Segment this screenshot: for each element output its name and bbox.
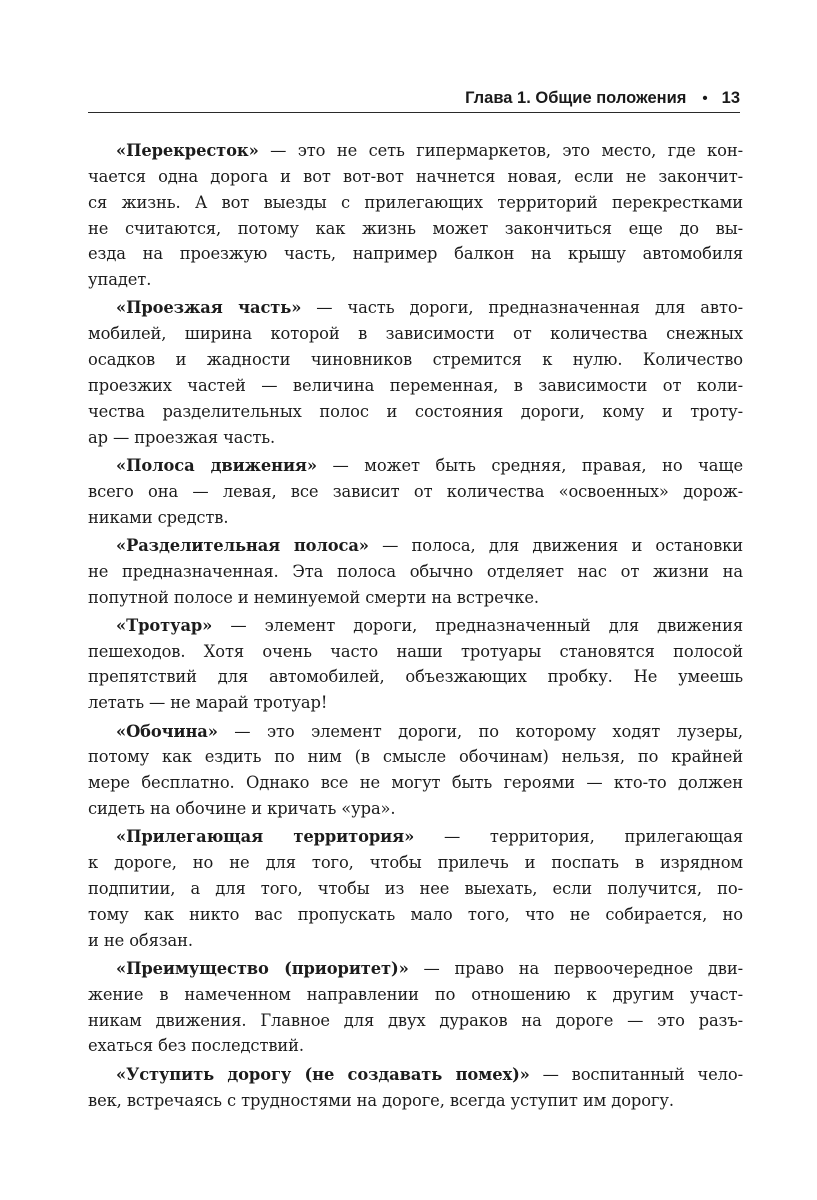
line-text: век, встречаясь с трудностями на дороге, всегда уступит им дорогу. [88, 1090, 674, 1110]
line-text: никами средств. [88, 507, 229, 527]
definition-paragraph [88, 453, 743, 531]
header-bullet: • [702, 89, 708, 107]
line-text: чества разделительных полос и состояния дороги, кому и троту- [88, 401, 743, 421]
text-line [88, 533, 743, 559]
text-line [88, 453, 743, 479]
line-text: сидеть на обочине и кричать «ура». [88, 799, 396, 819]
definition-paragraph [88, 824, 743, 953]
line-text: — часть дороги, предназначенная для авто- [301, 298, 743, 318]
line-text: — право на первоочередное дви- [408, 958, 744, 978]
line-text: — территория, прилегающая [414, 827, 743, 847]
text-line [88, 321, 743, 347]
text-line [88, 347, 743, 373]
text-line [88, 902, 743, 928]
line-text: тому как никто вас пропускать мало того, что не собирается, но [88, 904, 743, 924]
text-line [88, 1033, 743, 1059]
text-line [88, 928, 743, 954]
line-text: никам движения. Главное для двух дураков на дороге — это разъ- [88, 1010, 743, 1030]
text-line [88, 876, 743, 902]
line-text: и не обязан. [88, 930, 193, 950]
defined-term: «Проезжая часть» [116, 298, 302, 318]
text-line [88, 982, 743, 1008]
text-line [88, 796, 743, 822]
line-text: всего она — левая, все зависит от количества «освоенных» дорож- [88, 481, 743, 501]
definition-paragraph [88, 719, 743, 822]
line-text: осадков и жадности чиновников стремится к нулю. Количество [88, 350, 743, 370]
defined-term: «Тротуар» [116, 615, 213, 635]
text-line [88, 850, 743, 876]
text-line [88, 1088, 743, 1114]
text-line [88, 241, 743, 267]
line-text: летать — не марай тротуар! [88, 693, 328, 713]
line-text: мобилей, ширина которой в зависимости от количества снежных [88, 324, 743, 344]
defined-term: «Уступить дорогу (не создавать помех)» [116, 1064, 530, 1084]
text-line [88, 744, 743, 770]
text-line [88, 138, 743, 164]
text-line [88, 1062, 743, 1088]
text-line [88, 373, 743, 399]
line-text: к дороге, но не для того, чтобы прилечь и поспать в изрядном [88, 853, 743, 873]
text-line [88, 559, 743, 585]
text-line [88, 505, 743, 531]
text-line [88, 664, 743, 690]
text-line [88, 399, 743, 425]
line-text: мере бесплатно. Однако все не могут быть героями — кто-то должен [88, 773, 743, 793]
line-text: ар — проезжая часть. [88, 427, 276, 447]
line-text: жение в намеченном направлении по отношению к другим участ- [88, 984, 743, 1004]
line-text: упадет. [88, 270, 152, 290]
defined-term: «Прилегающая территория» [116, 827, 415, 847]
line-text: — воспитанный чело- [529, 1064, 743, 1084]
line-text: подпитии, а для того, чтобы из нее выехать, если получится, по- [88, 878, 743, 898]
text-line [88, 613, 743, 639]
line-text: чается одна дорога и вот вот-вот начнется новая, если не закончит- [88, 166, 743, 186]
line-text: — может быть средняя, правая, но чаще [316, 455, 743, 475]
line-text: препятствий для автомобилей, объезжающих пробку. Не умеешь [88, 667, 743, 687]
line-text: проезжих частей — величина переменная, в зависимости от коли- [88, 375, 743, 395]
text-line [88, 267, 743, 293]
line-text: потому как ездить по ним (в смысле обочинам) нельзя, по крайней [88, 747, 743, 767]
page-number: 13 [721, 88, 740, 107]
line-text: — это элемент дороги, по которому ходят лузеры, [217, 721, 743, 741]
line-text: не считаются, потому как жизнь может закончиться еще до вы- [88, 218, 743, 238]
text-line [88, 639, 743, 665]
definition-paragraph [88, 1062, 743, 1114]
line-text: езда на проезжую часть, например балкон на крышу автомобиля [88, 244, 743, 264]
line-text: — полоса, для движения и остановки [368, 535, 744, 555]
text-line [88, 1008, 743, 1034]
text-line [88, 585, 743, 611]
text-line [88, 425, 743, 451]
line-text: попутной полосе и неминуемой смерти на встречке. [88, 587, 539, 607]
text-line [88, 479, 743, 505]
line-text: пешеходов. Хотя очень часто наши тротуары становятся полосой [88, 641, 743, 661]
chapter-title: Глава 1. Общие положения [465, 88, 687, 107]
defined-term: «Разделительная полоса» [116, 535, 369, 555]
defined-term: «Преимущество (приоритет)» [116, 958, 409, 978]
text-line [88, 956, 743, 982]
line-text: — это не сеть гипермаркетов, это место, где кон- [258, 141, 743, 160]
text-line [88, 690, 743, 716]
defined-term: «Полоса движения» [116, 455, 317, 475]
line-text: не предназначенная. Эта полоса обычно отделяет нас от жизни на [88, 561, 743, 581]
definition-paragraph [88, 138, 743, 293]
text-line [88, 295, 743, 321]
line-text: ехаться без последствий. [88, 1036, 304, 1056]
text-line [88, 190, 743, 216]
definition-paragraph [88, 295, 743, 450]
defined-term: «Перекресток» [116, 141, 259, 160]
defined-term: «Обочина» [116, 721, 218, 741]
definition-paragraph [88, 613, 743, 716]
line-text: — элемент дороги, предназначенный для движения [212, 615, 743, 635]
text-line [88, 164, 743, 190]
text-line [88, 770, 743, 796]
text-line [88, 216, 743, 242]
definition-paragraph [88, 956, 743, 1059]
definition-paragraph [88, 533, 743, 611]
line-text: ся жизнь. А вот выезды с прилегающих территорий перекрестками [88, 192, 743, 212]
running-header [88, 84, 740, 113]
text-line [88, 824, 743, 850]
text-line [88, 719, 743, 745]
page-body [88, 138, 743, 1116]
